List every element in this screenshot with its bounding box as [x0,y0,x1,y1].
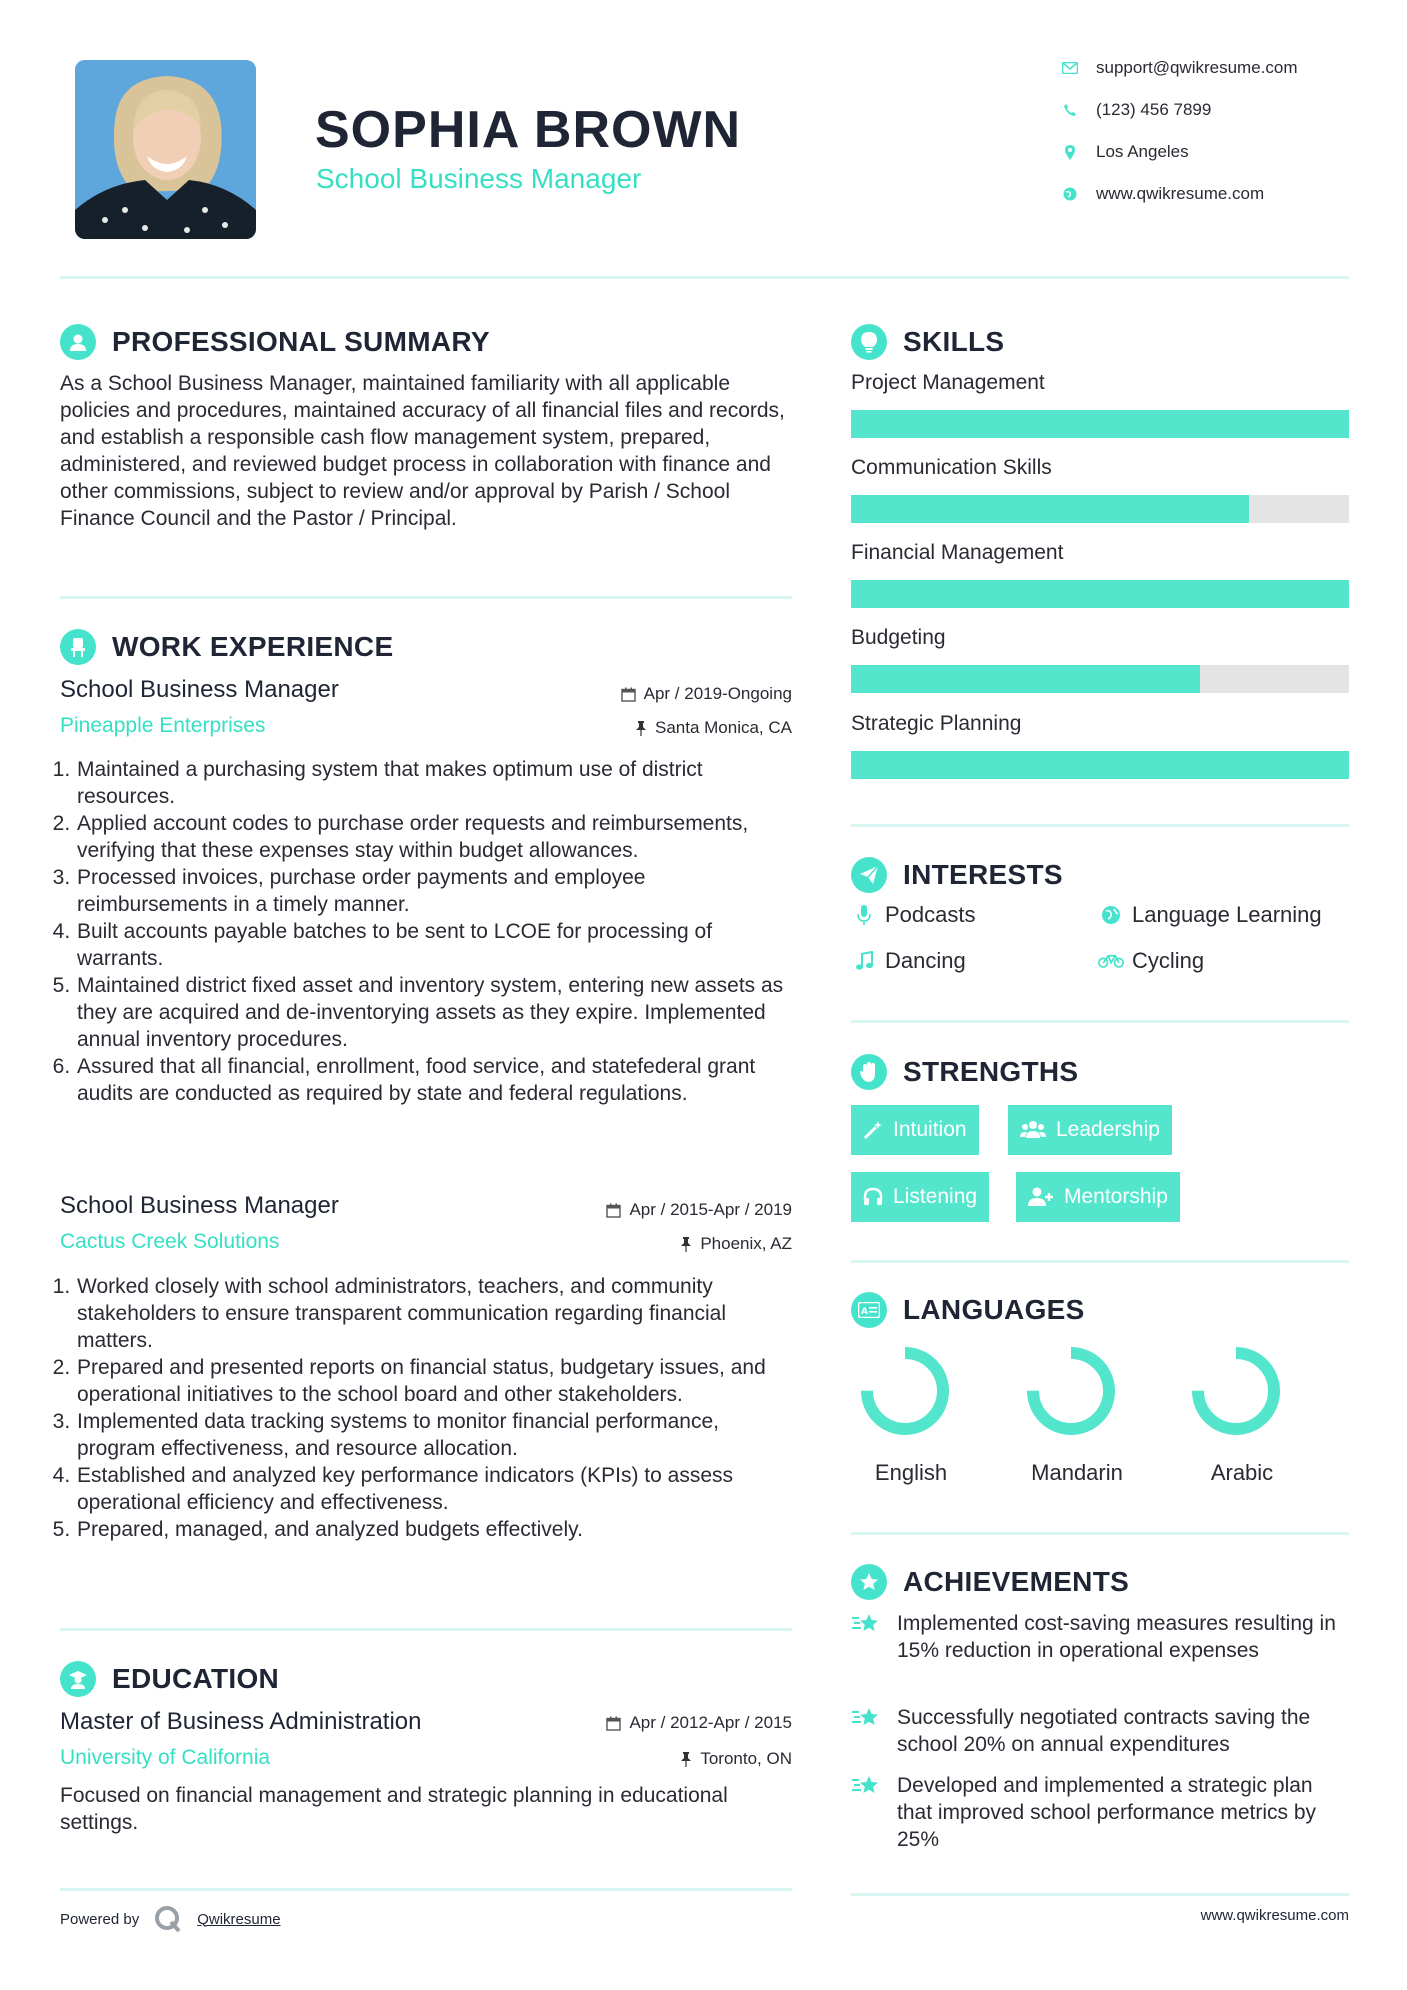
job-1-bullet: 1. Maintained a purchasing system that makes optimum use of district resources. [76,756,800,810]
language-card-icon [851,1292,887,1328]
calendar-icon [606,1203,621,1218]
job-1-bullet: 4. Built accounts payable batches to be sent to LCOE for processing of warrants. [76,918,800,972]
education-dates [520,1713,792,1733]
user-plus-icon [1028,1187,1054,1207]
users-icon [1020,1120,1046,1140]
education-school: University of California [60,1746,271,1769]
graduate-icon [60,1661,96,1697]
interest-label: Dancing [885,948,966,973]
candidate-name: SOPHIA BROWN [315,101,742,159]
skill-bar [851,751,1349,779]
interests-heading-text: INTERESTS [903,859,1063,890]
contact-website-text: www.qwikresume.com [1096,184,1265,203]
contact-email[interactable] [1058,58,1298,78]
globe-icon [1098,905,1124,925]
interest-item [851,948,966,974]
calendar-icon [606,1716,621,1731]
interest-label: Cycling [1132,948,1205,973]
shooting-star-icon [851,1772,885,1853]
education-dates-text: Apr / 2012-Apr / 2015 [629,1713,792,1732]
job-1-dates [520,684,792,704]
powered-by-label: Powered by [60,1910,140,1928]
experience-divider [60,1628,792,1631]
interest-item [1098,948,1204,974]
strengths-heading-text: STRENGTHS [903,1056,1079,1087]
job-2-bullet: 3. Implemented data tracking systems to monitor financial performance, program effectiveness, and resource allocation. [76,1408,800,1462]
interest-label: Podcasts [885,902,976,927]
job-1-bullet: 2. Applied account codes to purchase order requests and reimbursements, verifying that these expenses stay within budget allowances. [76,810,800,864]
job-2-bullet: 2. Prepared and presented reports on financial status, budgetary issues, and operational initiatives to the school board and other stakeholders. [76,1354,800,1408]
strength-chip [1008,1105,1172,1155]
education-degree: Master of Business Administration [60,1708,422,1735]
bicycle-icon [1098,952,1124,970]
language-ring [1189,1344,1283,1443]
achievements-heading-text: ACHIEVEMENTS [903,1566,1130,1597]
skill-label: Communication Skills [851,456,1052,479]
contact-phone[interactable] [1058,100,1211,120]
strength-label: Listening [893,1185,978,1208]
microphone-icon [851,904,877,926]
job-1-company: Pineapple Enterprises [60,714,266,737]
job-1-bullet: 6. Assured that all financial, enrollment, food service, and statefederal grant audits are conducted as required by state and federal regulations. [76,1053,800,1107]
skill-bar-fill [851,665,1200,693]
interest-label: Language Learning [1132,902,1322,927]
skill-label: Financial Management [851,541,1064,564]
achievement-text: Successfully negotiated contracts saving the school 20% on annual expenditures [897,1706,1311,1756]
strength-chip [1016,1172,1180,1222]
map-pin-icon [1058,142,1082,162]
education-location-text: Toronto, ON [700,1749,792,1768]
skill-bar-fill [851,580,1349,608]
summary-divider [60,596,792,599]
job-1-bullets [54,756,800,1107]
skill-label: Strategic Planning [851,712,1022,735]
interests-divider [851,1020,1349,1023]
job-2-bullets [54,1273,800,1543]
language-label: English [874,1460,948,1485]
pushpin-icon [680,1752,692,1767]
chair-icon [60,629,96,665]
footer-site-link[interactable]: www.qwikresume.com [1200,1907,1349,1924]
experience-heading-text: WORK EXPERIENCE [112,631,394,662]
qwikresume-logo-icon [153,1904,183,1934]
interest-item [851,902,976,928]
skill-bar [851,580,1349,608]
job-2-company: Cactus Creek Solutions [60,1230,280,1253]
headphones-icon [863,1187,883,1207]
languages-heading [851,1292,1085,1328]
job-2-bullet: 4. Established and analyzed key performance indicators (KPIs) to assess operational efficiency and effectiveness. [76,1462,800,1516]
skill-bar [851,495,1349,523]
language-ring [1024,1344,1118,1443]
skill-bar-fill [851,751,1349,779]
education-location [520,1749,792,1769]
interest-item [1098,902,1322,928]
achievement-item [851,1704,1349,1758]
hand-icon [851,1054,887,1090]
achievements-heading [851,1564,1129,1600]
contact-website[interactable] [1058,184,1264,204]
summary-heading [60,324,490,360]
languages-heading-text: LANGUAGES [903,1294,1085,1325]
header-divider [60,276,1349,279]
education-heading-text: EDUCATION [112,1663,280,1694]
education-text: Focused on financial management and strategic planning in educational settings. [60,1784,728,1834]
achievements-divider [851,1893,1349,1896]
job-2-dates-text: Apr / 2015-Apr / 2019 [629,1200,792,1219]
job-2-bullet: 1. Worked closely with school administrators, teachers, and community stakeholders to ensure transparent communication regarding financial matters. [76,1273,800,1354]
job-2-location-text: Phoenix, AZ [700,1234,792,1253]
footer-left [60,1904,281,1934]
strength-label: Leadership [1056,1118,1160,1141]
qwikresume-link[interactable]: Qwikresume [197,1910,281,1928]
languages-divider [851,1532,1349,1535]
strength-chip [851,1172,989,1222]
achievement-text: Developed and implemented a strategic plan that improved school performance metrics by 25% [897,1774,1317,1851]
contact-phone-text: (123) 456 7899 [1096,100,1212,119]
job-1-location [520,718,792,738]
skill-label: Project Management [851,371,1045,394]
strengths-heading [851,1054,1078,1090]
achievement-item [851,1772,1349,1853]
lightbulb-icon [851,324,887,360]
experience-heading [60,629,393,665]
shooting-star-icon [851,1704,885,1758]
job-2-dates [520,1200,792,1220]
job-1-title: School Business Manager [60,676,339,703]
achievement-item [851,1610,1349,1664]
skill-bar-fill [851,495,1249,523]
contact-email-text: support@qwikresume.com [1096,58,1298,77]
strength-label: Mentorship [1064,1185,1168,1208]
skills-heading [851,324,1004,360]
summary-heading-text: PROFESSIONAL SUMMARY [112,326,490,357]
strength-label: Intuition [893,1118,967,1141]
skill-label: Budgeting [851,626,946,649]
education-divider [60,1888,792,1891]
user-icon [60,324,96,360]
skills-divider [851,824,1349,827]
education-heading [60,1661,279,1697]
interests-heading [851,857,1063,893]
globe-icon [1058,184,1082,204]
job-1-bullet: 5. Maintained district fixed asset and inventory system, entering new assets as they are acquired and de-inventorying assets as they expire. Implemented annual inventory procedures. [76,972,800,1053]
candidate-title: School Business Manager [316,163,642,194]
star-badge-icon [851,1564,887,1600]
language-label: Arabic [1210,1460,1274,1485]
profile-photo [75,60,256,239]
job-1-bullet: 3. Processed invoices, purchase order payments and employee reimbursements in a timely manner. [76,864,800,918]
music-note-icon [851,951,877,971]
magic-wand-icon [863,1120,883,1140]
paper-plane-icon [851,857,887,893]
job-1-dates-text: Apr / 2019-Ongoing [643,684,792,703]
language-ring [858,1344,952,1443]
pushpin-icon [635,721,647,736]
envelope-icon [1058,58,1082,78]
shooting-star-icon [851,1610,885,1664]
skill-bar [851,410,1349,438]
skill-bar-fill [851,410,1349,438]
job-2-bullet: 5. Prepared, managed, and analyzed budgets effectively. [76,1516,800,1543]
job-2-title: School Business Manager [60,1192,339,1219]
contact-location [1058,142,1189,162]
strengths-divider [851,1260,1349,1263]
skills-heading-text: SKILLS [903,326,1005,357]
language-label: Mandarin [1031,1460,1123,1485]
calendar-icon [621,687,636,702]
phone-icon [1058,100,1082,120]
svg-text:A: A [861,1307,869,1317]
job-2-location [520,1234,792,1254]
summary-text: As a School Business Manager, maintained familiarity with all applicable policies and procedures, maintained accuracy of all financial files and records, and establish a responsible cash flow management system, prepared, administered, and reviewed budget process in collaboration with finance and other commissions, subject to review and/or approval by Parish / School Finance Council and the Pastor / Principal. [60,372,785,530]
contact-location-text: Los Angeles [1096,142,1189,161]
pushpin-icon [680,1237,692,1252]
achievement-text: Implemented cost-saving measures resulting in 15% reduction in operational expenses [897,1612,1336,1662]
job-1-location-text: Santa Monica, CA [654,718,792,737]
strength-chip [851,1105,979,1155]
skill-bar [851,665,1349,693]
